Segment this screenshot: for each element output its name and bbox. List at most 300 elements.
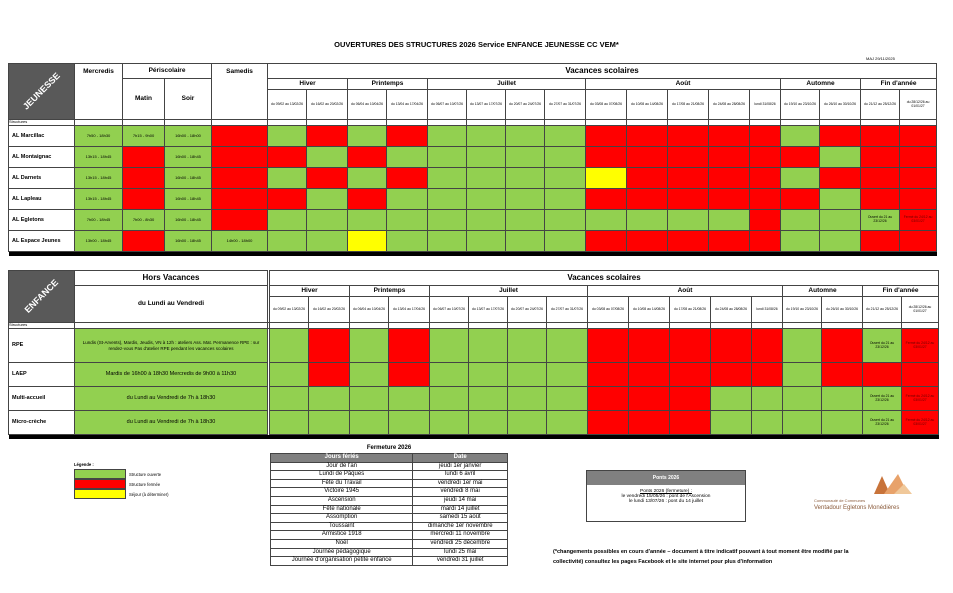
status-cell — [430, 329, 469, 363]
week-date: du 20/07 au 24/07/26 — [506, 90, 545, 120]
status-cell: Fermé du 24/12 au 03/01/27 — [902, 387, 939, 411]
legend-label-sejour: Séjour (à déterminer) — [129, 491, 169, 497]
status-cell — [348, 210, 387, 231]
status-cell — [547, 363, 588, 387]
week-date: du 10/08 au 14/08/26 — [627, 90, 668, 120]
header-lundi-vendredi: du Lundi au Vendredi — [75, 286, 268, 323]
status-cell — [586, 147, 627, 168]
status-cell — [629, 363, 670, 387]
week-date: du 09/02 au 13/02/26 — [268, 90, 307, 120]
structure-name: AL Marcillac — [9, 126, 75, 147]
mercredi-hours: 13h15 - 18h45 — [75, 189, 123, 210]
holiday-date: lundi 25 mai — [413, 548, 508, 557]
status-cell: Fermé du 24/12 au 03/01/27 — [900, 210, 937, 231]
status-cell — [389, 411, 430, 435]
status-cell — [430, 363, 469, 387]
status-cell — [900, 126, 937, 147]
status-cell — [387, 168, 428, 189]
period-3: Août — [588, 286, 783, 297]
status-cell — [307, 126, 348, 147]
status-cell: Ouvert du 21 au 23/12/26 — [863, 411, 902, 435]
divider — [9, 252, 937, 256]
mercredi-hours: 7h50 - 18h30 — [75, 126, 123, 147]
status-cell — [545, 147, 586, 168]
status-cell — [506, 168, 545, 189]
status-cell — [861, 231, 900, 252]
holiday-name: Toussaint — [271, 522, 413, 531]
week-date: du 10/08 au 14/08/26 — [629, 297, 670, 323]
period-0: Hiver — [270, 286, 350, 297]
enfance-band — [9, 271, 75, 323]
table-row — [271, 539, 508, 548]
status-cell — [348, 189, 387, 210]
status-cell — [783, 363, 822, 387]
matin-hours — [123, 231, 165, 252]
week-date: du 17/08 au 21/08/26 — [668, 90, 709, 120]
status-cell — [307, 168, 348, 189]
status-cell — [428, 189, 467, 210]
status-cell: Ouvert du 21 au 23/12/26 — [863, 329, 902, 363]
table-row — [9, 126, 937, 147]
status-cell: Fermé du 24/12 au 03/01/27 — [902, 329, 939, 363]
week-date: du 03/08 au 07/08/26 — [586, 90, 627, 120]
status-cell — [627, 147, 668, 168]
legend — [74, 462, 169, 499]
period-4: Automne — [781, 79, 861, 90]
status-cell — [709, 147, 750, 168]
status-cell — [822, 363, 863, 387]
status-cell — [428, 231, 467, 252]
status-cell — [588, 387, 629, 411]
status-cell — [586, 168, 627, 189]
week-date: du 21/12 au 25/12/26 — [861, 90, 900, 120]
status-cell — [783, 387, 822, 411]
structure-name: AL Espace Jeunes — [9, 231, 75, 252]
status-cell — [820, 147, 861, 168]
status-cell — [467, 147, 506, 168]
status-cell — [902, 363, 939, 387]
table-row — [9, 231, 937, 252]
week-date: du 16/02 au 20/02/26 — [309, 297, 350, 323]
week-date: du 19/10 au 23/10/26 — [781, 90, 820, 120]
page-title: OUVERTURES DES STRUCTURES 2026 Service ENFANCE JEUNESSE CC VEM* — [334, 40, 619, 49]
status-cell — [629, 411, 670, 435]
status-cell — [430, 411, 469, 435]
status-cell — [545, 189, 586, 210]
status-cell — [467, 168, 506, 189]
status-cell — [586, 210, 627, 231]
samedi-hours — [212, 168, 268, 189]
week-date: du 27/07 au 31/07/26 — [547, 297, 588, 323]
week-date: du 28/12/26 au 01/01/27 — [900, 90, 937, 120]
status-cell — [750, 210, 781, 231]
period-5: Fin d'année — [861, 79, 937, 90]
status-cell — [820, 168, 861, 189]
holiday-date: samedi 15 août — [413, 514, 508, 523]
week-date: lundi 31/08/26 — [752, 297, 783, 323]
table-row — [271, 522, 508, 531]
holiday-date: vendredi 25 décembre — [413, 539, 508, 548]
status-cell — [627, 168, 668, 189]
status-cell — [711, 363, 752, 387]
structure-name: Micro-crèche — [9, 411, 75, 435]
period-2: Juillet — [428, 79, 586, 90]
status-cell — [781, 147, 820, 168]
soir-hours: 16h00 - 18h45 — [165, 189, 212, 210]
soir-hours: 16h00 - 18h45 — [165, 168, 212, 189]
header-samedis: Samedis — [212, 64, 268, 120]
hours-text: Lundis (St-Arvents), Mardis, Jeudis, VN à 12h : ateliers Ass. Mat. Permanence RPE : sur rendez-vous Pas d'atelier RPE pendant les vacances scolaires — [75, 329, 268, 363]
week-date: du 13/04 au 17/04/26 — [387, 90, 428, 120]
status-cell — [506, 189, 545, 210]
table-row — [9, 147, 937, 168]
status-cell — [629, 329, 670, 363]
table-row — [271, 488, 508, 497]
holiday-name: Noël — [271, 539, 413, 548]
status-cell — [428, 126, 467, 147]
update-date: MAJ 29/11/2025 — [866, 56, 895, 61]
structures-label: Structures — [9, 120, 75, 126]
ponts-box — [586, 470, 746, 522]
status-cell — [752, 411, 783, 435]
status-cell — [348, 126, 387, 147]
table-row — [9, 387, 939, 411]
jeunesse-band — [9, 64, 75, 120]
legend-swatch-open — [74, 469, 126, 479]
week-date: du 24/08 au 28/08/26 — [709, 90, 750, 120]
status-cell — [268, 126, 307, 147]
status-cell — [820, 231, 861, 252]
header-periscolaire: Périscolaire — [123, 64, 212, 79]
table-row — [9, 210, 937, 231]
status-cell — [627, 126, 668, 147]
week-date: du 19/10 au 23/10/26 — [783, 297, 822, 323]
status-cell — [627, 210, 668, 231]
period-1: Printemps — [348, 79, 428, 90]
structure-name: AL Montaignac — [9, 147, 75, 168]
ponts-line-2: le lundi 13/07/26 : pont du 14 juillet — [628, 499, 704, 504]
footnote: (*changements possibles en cours d'année – document à titre indicatif pouvant à tout moment être modifié par la collectivité) consultez les pages Facebook et le site internet pour plus d'information — [553, 549, 849, 565]
holiday-date: jeudi 14 mai — [413, 496, 508, 505]
status-cell — [547, 387, 588, 411]
week-date: du 13/04 au 17/04/26 — [389, 297, 430, 323]
status-cell — [309, 329, 350, 363]
status-cell — [387, 126, 428, 147]
holiday-date: mercredi 11 novembre — [413, 531, 508, 540]
status-cell — [348, 231, 387, 252]
legend-swatch-sejour — [74, 489, 126, 499]
mercredi-hours: 13h00 - 18h45 — [75, 231, 123, 252]
fermeture-table — [270, 453, 508, 566]
status-cell — [469, 329, 508, 363]
ponts-title: Ponts 2026 — [587, 471, 745, 485]
status-cell — [268, 147, 307, 168]
table-row — [271, 531, 508, 540]
holiday-date: lundi 6 avril — [413, 471, 508, 480]
status-cell — [670, 387, 711, 411]
legend-label-open: Structure ouverte — [129, 471, 162, 477]
status-cell — [547, 411, 588, 435]
status-cell — [508, 329, 547, 363]
week-date: du 13/07 au 17/07/26 — [469, 297, 508, 323]
status-cell — [709, 231, 750, 252]
status-cell — [389, 387, 430, 411]
table-row — [271, 496, 508, 505]
status-cell — [670, 363, 711, 387]
status-cell — [711, 411, 752, 435]
status-cell — [627, 189, 668, 210]
soir-hours: 16h00 - 18h45 — [165, 231, 212, 252]
status-cell — [752, 363, 783, 387]
status-cell — [545, 168, 586, 189]
status-cell — [863, 363, 902, 387]
status-cell — [387, 231, 428, 252]
fermeture-header-feries: Jours fériés — [271, 454, 413, 463]
hours-text: du Lundi au Vendredi de 7h à 18h30 — [75, 411, 268, 435]
status-cell — [586, 231, 627, 252]
table-row — [271, 557, 508, 566]
legend-title: Légende : — [74, 462, 94, 467]
holiday-name: Ascension — [271, 496, 413, 505]
header-vacances-scolaires-enfance: Vacances scolaires — [270, 271, 939, 286]
header-mercredis: Mercredis — [75, 64, 123, 120]
status-cell — [709, 126, 750, 147]
soir-hours: 16h00 - 18h00 — [165, 126, 212, 147]
status-cell: Fermé du 24/12 au 03/01/27 — [902, 411, 939, 435]
status-cell — [750, 168, 781, 189]
status-cell — [270, 329, 309, 363]
status-cell — [781, 126, 820, 147]
fermeture-title: Fermeture 2026 — [366, 445, 412, 451]
holiday-date: jeudi 1er janvier — [413, 462, 508, 471]
table-row — [9, 189, 937, 210]
status-cell — [900, 168, 937, 189]
status-cell — [387, 147, 428, 168]
week-date: du 03/08 au 07/08/26 — [588, 297, 629, 323]
legend-label-closed: Structure fermée — [129, 481, 161, 487]
status-cell — [750, 126, 781, 147]
holiday-date: vendredi 8 mai — [413, 488, 508, 497]
period-1: Printemps — [350, 286, 430, 297]
status-cell — [430, 387, 469, 411]
header-hors-vacances: Hors Vacances — [75, 271, 268, 286]
ponts-line-1: le vendredi 15/05/26 : pont de l'Ascension — [621, 494, 711, 499]
legend-swatch-closed — [74, 479, 126, 489]
status-cell — [709, 210, 750, 231]
status-cell — [900, 147, 937, 168]
status-cell — [309, 387, 350, 411]
enfance-band-label: ENFANCE — [22, 277, 61, 316]
status-cell — [783, 411, 822, 435]
period-2: Juillet — [430, 286, 588, 297]
header-matin: Matin — [123, 79, 165, 120]
week-date: du 21/12 au 25/12/26 — [863, 297, 902, 323]
status-cell — [861, 189, 900, 210]
status-cell — [307, 147, 348, 168]
status-cell — [307, 189, 348, 210]
divider — [9, 435, 939, 439]
week-date: du 27/07 au 31/07/26 — [545, 90, 586, 120]
status-cell — [307, 210, 348, 231]
samedi-hours — [212, 147, 268, 168]
status-cell — [711, 387, 752, 411]
hours-text: du Lundi au Vendredi de 7h à 18h30 — [75, 387, 268, 411]
status-cell — [350, 363, 389, 387]
week-date: du 06/04 au 10/04/26 — [348, 90, 387, 120]
status-cell — [545, 126, 586, 147]
period-4: Automne — [783, 286, 863, 297]
status-cell — [350, 387, 389, 411]
status-cell — [781, 210, 820, 231]
logo — [812, 470, 922, 516]
status-cell — [668, 231, 709, 252]
table-row — [271, 514, 508, 523]
status-cell — [709, 168, 750, 189]
status-cell — [387, 210, 428, 231]
status-cell — [627, 231, 668, 252]
mercredi-hours: 7h00 - 18h45 — [75, 210, 123, 231]
status-cell — [822, 411, 863, 435]
holiday-date: vendredi 1er mai — [413, 479, 508, 488]
week-date: du 20/07 au 24/07/26 — [508, 297, 547, 323]
status-cell — [467, 210, 506, 231]
status-cell — [428, 147, 467, 168]
status-cell — [588, 363, 629, 387]
holiday-date: mardi 14 juillet — [413, 505, 508, 514]
status-cell — [307, 231, 348, 252]
status-cell — [428, 168, 467, 189]
status-cell — [822, 387, 863, 411]
matin-hours: 7h15 - 9h00 — [123, 126, 165, 147]
status-cell — [900, 231, 937, 252]
status-cell — [861, 147, 900, 168]
week-date: du 06/07 au 10/07/26 — [430, 297, 469, 323]
status-cell — [588, 411, 629, 435]
holiday-name: Fête du Travail — [271, 479, 413, 488]
status-cell — [750, 189, 781, 210]
status-cell — [750, 231, 781, 252]
status-cell — [508, 411, 547, 435]
week-date: du 16/02 au 20/02/26 — [307, 90, 348, 120]
table-row — [9, 363, 939, 387]
status-cell — [781, 231, 820, 252]
status-cell — [545, 231, 586, 252]
status-cell — [508, 387, 547, 411]
status-cell — [545, 210, 586, 231]
status-cell — [270, 363, 309, 387]
status-cell — [428, 210, 467, 231]
status-cell — [820, 126, 861, 147]
holiday-name: Fête nationale — [271, 505, 413, 514]
week-date: du 24/08 au 28/08/26 — [711, 297, 752, 323]
week-date: du 13/07 au 17/07/26 — [467, 90, 506, 120]
status-cell — [270, 411, 309, 435]
status-cell — [586, 189, 627, 210]
holiday-name: Victoire 1945 — [271, 488, 413, 497]
soir-hours: 16h00 - 18h45 — [165, 147, 212, 168]
holiday-name: Assomption — [271, 514, 413, 523]
status-cell — [820, 210, 861, 231]
status-cell — [469, 411, 508, 435]
hours-text: Mardis de 16h00 à 18h30 Mercredis de 9h00 à 11h30 — [75, 363, 268, 387]
structure-name: AL Darnets — [9, 168, 75, 189]
header-vacances-scolaires: Vacances scolaires — [268, 64, 937, 79]
status-cell — [752, 329, 783, 363]
status-cell — [781, 168, 820, 189]
status-cell — [709, 189, 750, 210]
mercredi-hours: 13h15 - 18h45 — [75, 168, 123, 189]
samedi-hours — [212, 189, 268, 210]
week-date: du 26/10 au 30/10/26 — [822, 297, 863, 323]
status-cell — [670, 329, 711, 363]
matin-hours — [123, 189, 165, 210]
status-cell — [387, 189, 428, 210]
enfance-table — [8, 270, 939, 439]
status-cell — [822, 329, 863, 363]
status-cell — [309, 363, 350, 387]
status-cell — [547, 329, 588, 363]
holiday-name: Journée d'organisation petite enfance — [271, 557, 413, 566]
status-cell — [750, 147, 781, 168]
status-cell — [467, 189, 506, 210]
table-row — [271, 462, 508, 471]
status-cell — [268, 231, 307, 252]
table-row — [9, 168, 937, 189]
holiday-name: Journée pédagogique — [271, 548, 413, 557]
status-cell — [781, 189, 820, 210]
holiday-name: Jour de l'an — [271, 462, 413, 471]
status-cell — [467, 231, 506, 252]
status-cell — [268, 189, 307, 210]
status-cell — [668, 210, 709, 231]
status-cell — [348, 147, 387, 168]
samedi-hours — [212, 126, 268, 147]
status-cell — [350, 411, 389, 435]
status-cell — [469, 387, 508, 411]
status-cell — [752, 387, 783, 411]
table-row — [271, 548, 508, 557]
status-cell — [506, 126, 545, 147]
header-soir: Soir — [165, 79, 212, 120]
week-date: du 06/04 au 10/04/26 — [350, 297, 389, 323]
samedi-hours: 14h00 - 18h00 — [212, 231, 268, 252]
status-cell — [900, 189, 937, 210]
logo-main-text: Ventadour Egletons Monédières — [814, 505, 900, 511]
samedi-hours — [212, 210, 268, 231]
matin-hours — [123, 168, 165, 189]
ponts-subtitle: Ponts 2026 (fermeture) : — [640, 489, 692, 494]
status-cell — [389, 329, 430, 363]
week-date: du 17/08 au 21/08/26 — [670, 297, 711, 323]
status-cell — [508, 363, 547, 387]
holiday-name: Armistice 1918 — [271, 531, 413, 540]
status-cell — [270, 387, 309, 411]
status-cell — [861, 126, 900, 147]
structure-name: AL Lapleau — [9, 189, 75, 210]
period-5: Fin d'année — [863, 286, 939, 297]
soir-hours: 16h00 - 18h45 — [165, 210, 212, 231]
mercredi-hours: 13h15 - 18h45 — [75, 147, 123, 168]
week-date: du 09/02 au 13/02/26 — [270, 297, 309, 323]
structure-name: AL Egletons — [9, 210, 75, 231]
jeunesse-table — [8, 63, 937, 256]
status-cell — [668, 168, 709, 189]
structure-name: LAEP — [9, 363, 75, 387]
matin-hours: 7h00 - 8h30 — [123, 210, 165, 231]
status-cell — [309, 411, 350, 435]
status-cell — [629, 387, 670, 411]
status-cell — [586, 126, 627, 147]
